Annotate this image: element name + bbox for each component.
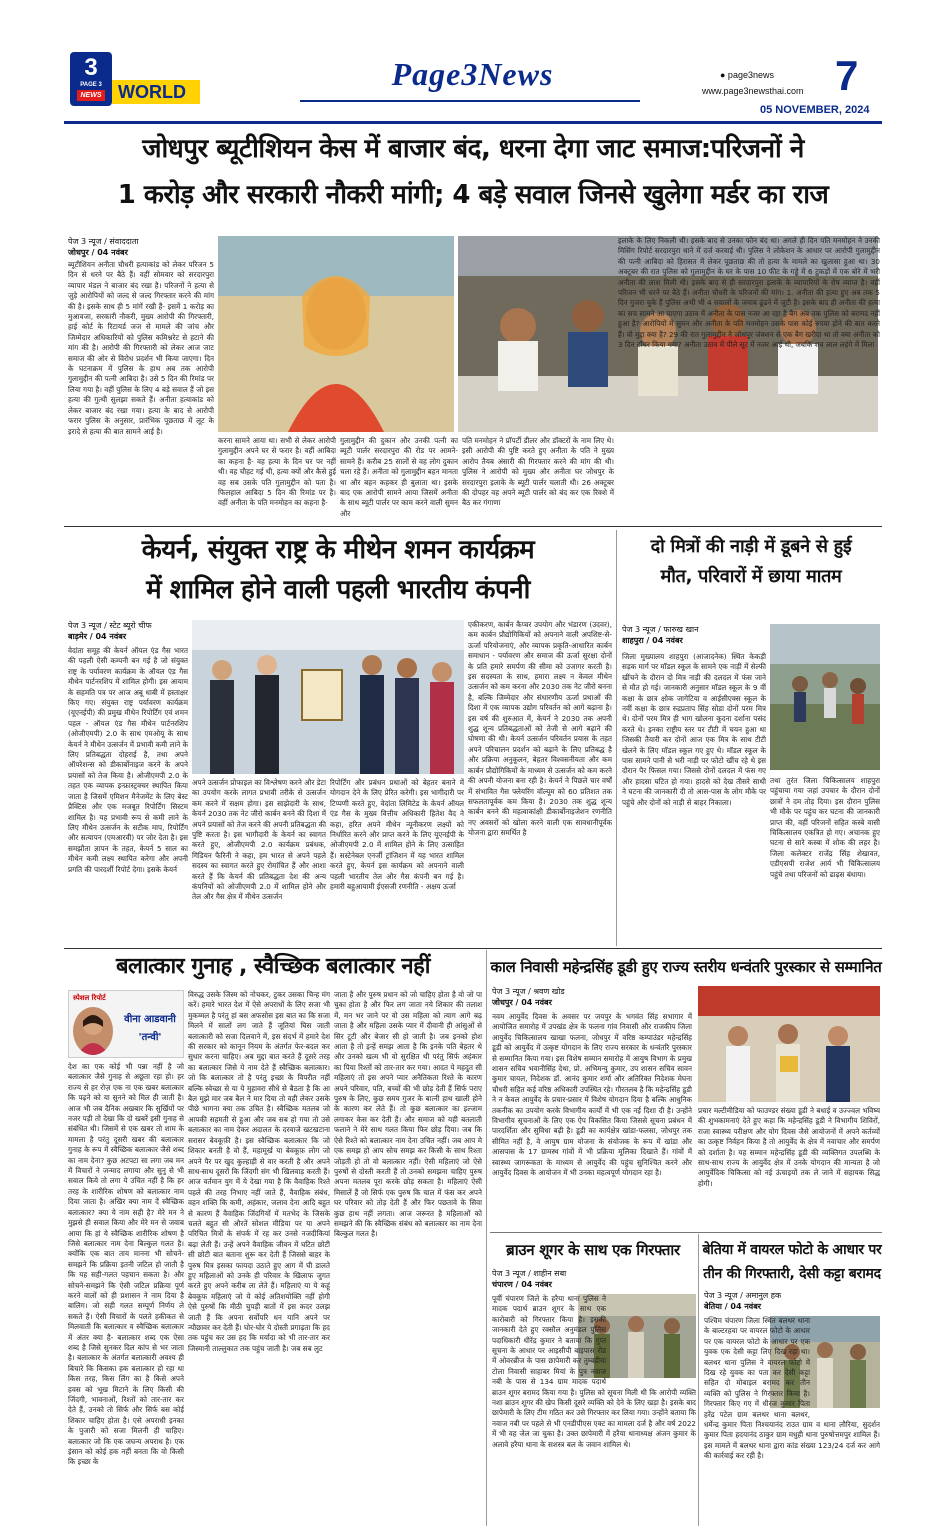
delegates-illustration [192,620,464,774]
story2-byline-place: बाड़मेर / 04 नवंबर [68,632,127,641]
author-name: वीना आडवानी [124,1014,176,1025]
logo-small-text: PAGE 3 [80,82,102,88]
story3-column-1: जिला मुख्यालय शाहपुरा (आजादनेक) स्थित केकड़ी सड़क मार्ग पर मॉडल स्कूल के सामने एक नाड़ी में सेल्फी खींचने के दौरान दो मित्र नाड़ी की दलदल में फंस जाने से मौत हो गई। जानकारी अनुसार मॉडल स्कूल के 9 वीं कक्षा के छात्र क्षोक जागेटिया व आईसीएक्स स्कूल के नवीं कक्षा के छात्र रुद्रप्रताप सिंह सोडा दोनों परम मित्र थे। दोनों परम मित्र ही भाग खोलना कूदना दर्शाना पसंद करते थे। इनका राष्ट्रीय स्तर पर टीटी में चयन हुआ था जिसकी तैयारी कर दोनों आज एक मित्र के साथ टीटी खेलने के लिए मॉडल स्कूल गए हुए थे। मॉडल स्कूल के पास सामने पानी से भरी नाड़ी पर फोटो खींच रहे थे इस दौरान पैर फिसल गया। जिससे दोनों दलदल में फंस गए और हादसा घटित हो गया। हादसे को देख तीसरे साथी ने घटना की जानकारी दी तो आस-पास के लोग मौके पर पहुंचे और दोनों को नाड़ी से बाहर निकाला। [622,652,766,807]
story5-byline [492,986,692,1008]
story5-column-2: प्रचार मल्टीमीडिया को फाउण्डर संख्या डूडी ने बधाई व उज्ज्वल भविष्य की शुभकामनाएं देते हुए कहा कि महेन्द्रसिंह डूडी ने विभागीय शिविरों, राजा स्वास्थ्य परीक्षण और योग दिवस जैसे आयोजनों में अपने कर्तव्यों का उत्कृष्ट निर्वहन किया है तो आयुर्वेद के क्षेत्र में नवाचार और समर्पण को दर्शाता है। यह सम्मान महेन्द्रसिंह डूडी की व्यक्तिगत उपलब्धि के साथ-साथ राज्य के आयुर्वेद क्षेत्र में उनके योगदान की मान्यता है जो आयुर्वेदिक चिकित्सा को नई ऊंचाइयों तक ले जाने में सहायक सिद्ध होगी। [698,1106,880,1188]
author-avatar [73,1007,113,1055]
story2-column-3: रिपोर्टिंग और प्रबंधन प्रथाओं को बेहतर बनाने में योगदान देने के लिए प्रेरित करेगी। इस भागीदारी पर टिप्पणी करते हुए, वेदांता लिमिटेड के केयर्न ऑयल एंड गैस के मुख्य वित्तीय अधिकारी हितेश वैद ने कहा, हरित अपने मीथेन न्यूनीकरण लक्ष्यों को निर्धारित करने और प्राप्त करने के लिए यूएनईपी के ओजीएमपी 2.0 में शामिल होने के लिए उत्साहित हैं। सस्टेनेबल एनर्जी ट्रांजिशन में यह भारत शामिल करते हुए, केयर्न इस कार्यक्रम को अपनाने वाली पहली भारतीय तेल और गैस कंपनी बन गई है। हमारी बहुआयामी ईएसजी रणनीति - अक्षय ऊर्जा [330,778,464,892]
story1-column-4: पति मनमोहन ने प्रॉपर्टी डीलर और डॉक्टरों के नाम लिए थे। इसी आरोपी की पुष्टि करते हुए अनीता के पति ने मुख्य आरोप तैयब अंसारी की गिरफ्तार करने की मांग की थी। पुलिस ने आरोपी को मुख्य और अनीता घर जोधपुर के सरदारपुरा इलाके के ब्यूटी पार्लर चलाती थी। 26 अक्टूबर की दोपहर वह अपने ब्यूटी पार्लर को बंद कर एक रिक्शे में बैठ कर गंगाणा [462,436,614,508]
story1-photo-portrait [218,236,454,432]
logo-number: 3 [84,54,98,81]
story4-headline[interactable]: बलात्कार गुनाह , स्वैच्छिक बलात्कार नहीं [115,954,431,979]
story3-byline-place: शाहपुरा / 04 नवंबर [622,636,683,645]
story2-photo-delegates [192,620,464,774]
story5-headline[interactable]: काल निवासी महेन्द्रसिंह डूडी हुए राज्य स्तरीय धन्वंतरि पुरस्कार से सम्मानित [490,958,882,976]
brand-underline [300,100,640,102]
divider-1 [64,526,882,527]
story3-byline [622,624,772,646]
story6-headline[interactable]: ब्राउन शूगर के साथ एक गिरफ्तार [506,1241,680,1259]
story7-headline-line1[interactable]: बेतिया में वायरल फोटो के आधार पर [702,1242,882,1258]
story7-headline-line2[interactable]: तीन की गिरफ्तारी, देसी कट्टा बरामद [703,1266,881,1282]
story7-photo-spacer [810,1316,880,1410]
story7-byline-place: बेतिया / 04 नवंबर [704,1302,762,1311]
story1-column-1: ब्यूटीशियन अनीता चौधरी हत्याकांड को लेकर परिजन 5 दिन से धरने पर बैठे हैं। वहीं सोमवार को सरदारपुरा व्यापार मंडल ने बाजार बंद रखा है। परिजनों ने हत्या से जुड़े आरोपियों को जल्द से जल्द गिरफ्तार करने की मांग की है। इसके साथ ही 5 मांगें रखी हैं- इसमें 1 करोड़ का मुआवजा, सरकारी नौकरी, मुख्य आरोपी की गिरफ्तारी, हाई कोर्ट के रिटायर्ड जज से मामले की जांच और जिम्मेदार अधिकारियों को पुलिस कमिश्नरेट से हटाने की मांग की है। आरोपी की गिरफ्तारी को लेकर आज जाट समाज की ओर से विरोध प्रदर्शन भी किया जाएगा। दिन के घटनाक्रम में पुलिस के हाथ अब तक आरोपी गुलामुद्दीन की पत्नी आबिदा है। उसे 5 दिन की रिमांड पर लिया गया है। वहीं पुलिस के लिए 4 बड़े सवाल हैं जो इस हत्या की गुत्थी सुलझा सकते हैं। अनीता हत्याकांड को लेकर बाजार बंद रखा गया। हत्या के बाद से आरोपी फरार पुलिस के अनुसार, प्रारंभिक पूछताछ में लूट के इरादे से हत्या की बात सामने आई है। [68,260,214,436]
story1-column-2: करना सामने आया था। सभी से लेकर आरोपी गुलामुद्दीन अपने घर से फरार है। वहीं आबिदा का कहना है- वह हत्या के दिन घर पर नहीं थी। वह चौहट गई थी, हत्या क्यों और कैसे हुई वह सब उसके पति गुलामुद्दीन को पता है। फिलहाल आबिदा 5 दिन की रिमांड पर है। वहीं अनीता के पति मनमोहन का कहना है- [218,436,336,508]
story1-column-5: इलाके के लिए निकली थी। इसके बाद से उनका फोन बंद था। अगले ही दिन पति मनमोहन ने उनकी मिसिंग रिपोर्ट सरदारपुरा थाने में दर्ज करवाई थी। पुलिस ने लोकेशन के आधार पर आरोपी गुलामुद्दीन की पत्नी आबिदा को हिरासत में लेकर पूछताछ की तो हत्या के मामले का खुलासा हुआ था। 30 अक्टूबर की रात पुलिस को गुलामुद्दीन के घर के पास 10 फीट के गड्ढे में 6 टुकड़ों में एक बोरे में भरी अनीता की लाश मिली थी। इसके बाद से ही सरदारपुरा इलाके के व्यापारियों के रोष व्याप्त है। वहीं परिजन भी धरने पर बैठे हैं। अनीता चौधरी के परिजनों की मांग। 1. अनीता की हत्या हुए अब तक 5 दिन गुजरा चुके हैं पुलिस अभी भी 4 सवालों के जवाब ढूंढने में जुटी है। इसके बाद ही अनीता की हत्या का सच सामने आ पाएगा उठाव में अनीता के पास नजर आ रहा है बैग अब तक पुलिस को बरामद नहीं हुआ है? आरोपियों में सुमन और अनीता के पति मनमोहन उसके पास कोई रुपया होने की बात करते हैं। वो मुद्दा क्या है? 29 की रात गुलामुद्दीन ने जोधपुर जंक्शन से एक बैग खरीदा था तो क्या अनीता को 3 दिन टॉचर किया गया? अनीता उठाव में पीले सूट में नजर आई थी, जबकि शव लाल लहंगे में मिला [618,236,880,350]
story5-photo-award [698,986,880,1102]
story1-byline-agency: पेज 3 न्यूज / संवाददाता [68,237,139,246]
page-number: 7 [835,52,859,99]
story6-body: पूर्वी चंपारण जिले के हरैया थाना पुलिस ने मादक पदार्थ ब्राउन शूगर के साथ एक कारोबारी को गिरफ्तार किया है। इसकी जानकारी देते हुए रक्सौल अनुमंडल पुलिस पदाधिकारी धीरेंद्र कुमार ने बताया कि गुप्त सूचना के आधार पर आइसीपी बाइपास रोड में ओवरब्रीज के पास छापेमारी कर तुम्बडीया टोला निवासी साहाबर मियां के पुत्र नवाज नबी के पास से 134 ग्राम मादक पदार्थ ब्राउन शूगर बरामद किया गया है। पुलिस को सूचना मिली थी कि आरोपी व्यक्ति नशा ब्राउन शूगर की खेप किसी दूसरे व्यक्ति को देने के लिए खड़ा है। इसके बाद छापेमारी के लिए टीम गठित कर उसे गिरफ्तार कर लिया गया। उन्होंने बताया कि नवाज नबी पर पहले से भी एनडीपीएस एक्ट का मामला दर्ज है और वर्ष 2022 में भी वह जेल जा चुका है। उक्त छापेमारी में हरैया थानाध्यक्ष अंजन कुमार के अलावे हरैया थाना के सशस्त्र बल के जवान शामिल थे। [492,1294,696,1449]
story5-byline-place: जोधपुर / 04 नवंबर [492,998,552,1007]
logo-news-tag: NEWS [77,90,105,101]
story3-photo-pond [770,624,880,770]
story5-byline-agency: पेज 3 न्यूज / श्रवण खोड [492,987,565,996]
story2-column-1: वेदांता समूह की केयर्न ऑयल एंड गैस भारत की पहली ऐसी कम्पनी बन गई है जो संयुक्त राष्ट्र के पर्यावरण कार्यक्रम के ऑयल एंड गैस मीथेन पार्टनरशिप में शामिल होगी। इस आयाम के सहमति पत्र पर आज अबू धाबी में हस्ताक्षर किए गए। संयुक्त राष्ट्र पर्यावरण कार्यक्रम (यूएनईपी) की प्रमुख मीथेन रिपोर्टिंग एवं शमन पहल - ऑयल एंड गैस मीथेन पार्टनरशिप (ओजीएमपी) 2.0 के साथ एमओयू के साथ केयर्न ने मीथेन उत्सर्जन में प्रभावी कमी लाने के लिए प्रतिबद्धता दोहराई है, तथा अपने ऑपरेशन्स को डीकार्बोनाइज करने के अपने प्रयासों को तेज किया है। ओजीएमपी 2.0 के तहत एक व्यापक इन्फ्रास्ट्रक्चर स्थापित किया जाता है जिसमें एमिशन मैनेजमेंट के लिए बेस्ट प्रैक्टिस और एक मजबूत रिपोर्टिंग सिस्टम शामिल है। यह प्रभावी रूप से कमी लाने के लिए मीथेन उत्सर्जन के सटीक माप, रिपोर्टिंग और सत्यापन (एमआरवी) पर जोर देता है। इस समझौता ज्ञापन के तहत, केयर्न 5 साल का मीथेन कमी लक्ष्य स्थापित करेगा और अपनी प्रगति की पारदर्शी रिपोर्ट देगा। इसके केयर्न [68,646,188,874]
author-card [68,990,184,1058]
pond-illustration [770,624,880,770]
story6-photo-spacer [606,1294,696,1380]
story3-byline-agency: पेज 3 न्यूज / फारुख खान [622,625,699,634]
special-report-label: स्पेशल रिपोर्ट [73,994,106,1002]
story2-headline-line2[interactable]: में शामिल होने वाली पहली भारतीय कंपनी [146,575,530,605]
story7-column-1 [704,1316,880,1522]
divider-2 [64,948,882,949]
masthead-divider [64,121,882,124]
story6-byline-place: चंपारण / 04 नवंबर [492,1280,552,1289]
story7-byline-agency: पेज 3 न्यूज / अमानुल हक [704,1291,782,1300]
story6-byline [492,1268,692,1290]
story1-column-3: गुलामुद्दीन की दुकान और उनकी पत्नी का ब्यूटी पार्लर सरदारपुरा की रोड पर आमने-सामने हैं। करीब 25 सालों से वह लोग दुकान चला रहे हैं। अनीता को गुलामुद्दीन बहन मानता था और बहन कहकर ही बुलाता था। इसके बाद एक आरोपी सामने आया जिसमें अनीता के साथ ब्यूटी पार्लर पर काम करने वाली सुमन और [340,436,458,518]
story3-column-2: तथा तुरंत जिला चिकित्सालय शाहपुरा पहुंचाया गया जहां उपचार के दौरान दोनों छात्रों ने दम तोड़ दिया। इस दौरान पुलिस भी मौके पर पहुंच कर घटना की जानकारी प्राप्त की, वहीं परिजनों सहित कस्बे वासी चिकित्सालय एकत्रित हो गए। अचानक हुए घटना से सारे कस्बा में शोक की लहर है। जिला कलेक्टर राजेंद्र सिंह शेखावत, एडीएसपी राजेश आर्य भी चिकित्सालय पहुंचे तथा परिजनों को ढाढ़स बंधाया। [770,776,880,879]
story1-byline-place: जोधपुर / 04 नवंबर [68,248,128,257]
story2-column-2: अपने उत्सर्जन प्रोफाइल का विश्लेषण करने और डेटा का उपयोग करके लागत प्रभावी तरीके से उत्सर्जन कम करने में सक्षम होगा। इस साझेदारी के साथ, केयर्न 2030 तक नेट जीरो कार्बन बनने की दिशा में अपने प्रयासों को तेज करने की अपनी प्रतिबद्धता की पुष्टि करता है। इस भागीदारी के केयर्न का स्वागत करते हुए, ओजीएमपी 2.0 कार्यक्रम प्रबंधक, गिडियन फैरिनी ने कहा, हम भारत से अपने पहले सदस्य का स्वागत करते हुए रोमांचित हैं और आशा करते हैं कि केयर्न की प्रतिबद्धता देश की अन्य कंपनियों को ओजीएमपी 2.0 में शामिल होने और तेल और गैस क्षेत्र में मीथेन उत्सर्जन [192,778,326,902]
story7-byline [704,1290,880,1312]
story1-headline-line2[interactable]: 1 करोड़ और सरकारी नौकरी मांगी; 4 बड़े सवाल जिनसे खुलेगा मर्डर का राज [117,180,829,210]
story4-column-1: देश का एक कोई भी पन्ना नहीं है जो बलात्कार जैसे गुनाह से अछूता रहा हो। हर राज्य से हर रोज़ एक ना एक खबर बलात्कार कि पढ़ने को या सुनने को मिल ही जाती है। आज भी जब दैनिक अखबार कि सुर्खियों पर नजर पड़ी तो देखा कि दो खबरें इसी गुनाह से संबंधित थी। जिसमें से एक खबर तो शाम के मामला है परंतु दूसरी खबर की बलात्कार गुनाह के रूप में स्वैच्छिक बलात्कार जैसे शब्द का नाम देना? कुछ अटपटा सा लगा जब मन में विचारों ने जन्माद लगाया और सुनु से भी सवाल किये तो लगा ये उचित नहीं है कि हर तरह के शारीरिक शोषण को बलात्कार नाम दिया जाता है। अखिर क्या नाम दें स्वैच्छिक बलात्कार? क्या ये नाम सही है? मेरे मन ने मुझसे ही सवाल किया और मेरे मन से जवाब आया कि हां ये स्वैच्छिक शारीरिक शोषण है जिसे बलात्कार नाम देना बिल्कुल गलत है। क्योंकि एक बात ताय मानना भी सोचने-समझने कि प्रक्रिया इतनी जटिल हो जाती है कि यह सही-गलत पहचान सकता है। और सोचने-समझने कि ऐसी जटिल प्रक्रिया पूर्ण करने वालों को ही प्रशासन ने नाम दिया है बालिग। जो सही गलत सम्पूर्ण निर्णय ले सकते हैं। ऐसी विचारों के पलते हकीकत से मिलवाती कि बलात्कार व स्वैच्छिक बलात्कार में अंतर क्या है- बलात्कार शब्द एक ऐसा शब्द है जिसे सुनकर दिल कांप से भर जाता है। बलात्कार के अंतर्गत बलात्कारी अवश्य ही बिचारे कि किसका हक बलात्कार हो रहा था किस तरह, किस लिंग का है किसे अपने हवस को भूख मिटाने के लिए किसी की जिंदगी, भावनाओं, रिश्तों को तार-तार कर देते हैं, उनको तो सिर्फ और सिर्फ बस कोई शिकार चाहिए होता है। एसे अपराधी इनका के पुजारी को सजा मिलनी ही चाहिए। बलात्कार जो कि एक जघन्य अपराध है। एक इंसान को कोई हक नहीं बनता कि वो किसी कि इच्छा के [68,1062,184,1467]
issue-date: 05 NOVEMBER, 2024 [760,104,870,116]
page3-logo[interactable] [70,52,112,106]
divider-v-2 [486,950,487,1526]
author-alias: 'तन्वी' [138,1032,162,1043]
website-link[interactable]: www.page3newsthai.com [702,86,804,96]
award-illustration [698,986,880,1102]
masthead [0,0,945,122]
story1-headline-line1[interactable]: जोधपुर ब्यूटीशियन केस में बाजार बंद, धरना देगा जाट समाज:परिजनों ने [142,134,804,164]
story4-column-3: जाता है और पुरुष प्रधान को जो चाहिए होता है वो जो पा चुका होता है और फिर लग जाता नये शिकार की तलाश में, मन भर जाने पर वो उस महिला को त्याग आगे बढ़ जाता है और महिला उसके प्यार में दीवानी ही आंसुओं से सिर टूटी और बेजार सी हो जाती है। जब इनको होश आता है तो इन्हें समझ आता है कि इनके पति बेहतर थे और उनको खत्म भी वो सुरक्षित थी परंतु सिर्फ अहंकार का पिया रिश्तों को तार-तार कर गया। आदत ये महदुत सी महिलाएं तो इस अपने प्यार अनैतिकता रिश्ते के कारण अपने परिवार, पति, बच्चों की भी छोड़ देती हैं सिर्फ पराए पुरुष के लिए, कुछ समय गुजर के बात्नी हाथ खाली होने के कारण कर लेते हैं। तो कुछ बलात्कार का इल्जाम लगाकर केस कर देती हैं। और समाज को यही बतलाती फलाने ने मेरे साथ गलत किया फिर छोड़ दिया। जब कि ऐसे रिश्ते को बलात्कार नाम देना उचित नहीं। जब आप मे एक समझ हो आप सोच समझ कर किसी के साथ रिश्ता जोड़ती हो तो वो बलात्कार नहीं। ऐसी महिलाएं जो ऐसे पुरुषों से दोस्ती करती हैं तो उनको समझना चाहिए पुरुष अपना मतलब पूरा करके छोड़ सकता है। महिलाएं ऐसी मिसालें हैं जो सिर्फ एक पुरुष कि चाल में फंस कर अपने घर परिवार को तोड़ देती हैं और फिर पछतावे के सिवा कुछ हाथ नहीं लगता। आज जरूरत है महिलाओं को समझने की कि स्वैच्छिक संबंध को बलात्कार का नाम देना बिल्कुल गलत है। [334,990,482,1239]
story7-body: पश्चिम चंपारण जिला स्थित बलथर थाना के बाल्टरहवा पर वायरल फोटो के आधार पर एक वायरल फोटो के आधार पर एक युवक एक देसी कट्टा लिए दिख रहा था। बलथर थाना पुलिस ने वायरल फोटो में दिख रहे युवक का पता कर देसी कट्टा सहित दो मोबाइल बरामद कर तीन व्यक्ति को पुलिस ने गिरफ्तार किया है। गिरफ्तार किए गए में धीरज कुमार पिता हरेंद्र पटेल ग्राम बलथर थाना बलथर, धर्मेन्द्र कुमार पिता निश्चयानंद राउत ग्राम व थाना लौरिया, सुदर्शन कुमार पिता हदयानंद ठाकुर ग्राम मधुही थाना पुरुषोत्तमपुर शामिल हैं। इस मामले में बलथर थाना द्वारा कांड संख्या 123/24 दर्ज कर आगे की कार्रवाई कर रही है। [704,1316,880,1461]
story6-column-1 [492,1294,696,1522]
brand-wordmark[interactable]: Page3News [391,56,554,92]
story1-byline [68,236,218,258]
social-handle[interactable]: ● page3news [720,70,774,80]
story2-column-4: एकीकरण, कार्बन कैप्चर उपयोग और भंडारण (उदवर), कम कार्बन प्रौद्योगिकियों को अपनाने वाली अपशिष्ट-से-ऊर्जा परियोजनाएं, और व्यापक प्रकृति-आधारित कार्बन समाधान - पर्यावरण और समाज की ऊर्जा सुरक्षा दोनों के प्रति हमारे समर्पण की सीमा को उजागर करती है। इस सदस्यता के साथ, हमारा लक्ष्य न केवल मीथेन उत्सर्जन को कम करना और 2030 तक नेट जीरो बनना है, बल्कि जिम्मेदार और संधारणीय ऊर्जा प्रथाओं की दिशा में एक व्यापक उद्योग परिवर्तन को आगे बढ़ाना है। इस वर्ष की शुरुआत में, केयर्न ने 2030 तक अपनी शुद्ध शून्य प्रतिबद्धताओं को तेजी से आगे बढ़ाने की घोषणा की थी। केयर्न उत्सर्जन परिवर्तन प्रयास के तहत अपने परिचालन प्रदर्शन को बढ़ाने के लिए प्रतिबद्ध है और प्रक्रिया अनुकूलन, बेहतर विश्वसनीयता और कम कार्बन प्रौद्योगिकियों के माध्यम से उत्सर्जन को कम करने की अपनी योजना बना रही है। केयर्न ने पिछले चार वर्षों में संभावित गैस फ्लेयरिंग वॉल्यूम को 60 प्रतिशत तक सफलतापूर्वक कम किया है। 2030 तक शुद्ध शून्य कार्बन बनने की महत्वाकांक्षी डीकार्बोनाइजेशन रणनीति नए अवसरों को खोला करने वाली एक सावधानीपूर्वक योजना द्वारा समर्थित है [468,620,612,838]
section-tag: WORLD [112,80,200,104]
divider-v-1 [616,530,617,946]
story3-headline-line2[interactable]: मौत, परिवारों में छाया मातम [660,566,842,587]
story5-column-1: नवम आयुर्वेद दिवस के अवसर पर जयपुर के भगवंत सिंह सभागार में आयोजित समारोह में उपखंड क्षेत्र के फलना गांव निवासी और राजकीय जिला आयुर्वेद चिकित्सालय खाखा फलना, जोधपुर में वरिष्ठ कम्पाउंडर महेन्द्रसिंह डूडी को आयुर्वेद में उत्कृष्ट योगदान के लिए राज्य सरकार के धन्वंतरि पुरस्कार से सम्मानित किया गया। इस विशेष सम्मान समारोह में आयुष विभाग के प्रमुख शासन सचिव भवानीसिंह देथा, प्रो. अभिमन्यु कुमार, उप शासन सचिव सावन कुमार चायल, निदेशक डॉ. आनंद कुमार शर्मा और अतिरिक्त निदेशक मेघना चौधरी सहित कई वरिष्ठ अधिकारी उपस्थित रहे। गौरतलब है कि महेन्द्रसिंह डूडी ने न केवल आयुर्वेद के प्रचार-प्रसार में विशेष योगदान दिया है बल्कि आधुनिक तकनीक का उपयोग करके विभागीय कार्यों में भी एक नई दिशा दी है। उन्होंने विभागीय सूचनाओं के लिए एक ऐप विकसित किया जिससे सूचना प्रबंधन में पारदर्शिता और सुविधा बढ़ी है। डूडी का कार्यक्षेत्र खांडा-फलसा, जोधपुर तक सीमित नहीं है, वे आयुष ग्राम योजना के संयोजक के रूप में खांडा और आसपास के 17 ग्रामस्थ गांवों में भी प्रक्रिया मूलिका दिखाते हैं। गांवों में स्वास्थ्य जागरूकता के माध्यम से आयुर्वेद की पहुंच सुनिश्चित करने और आयुर्वेद दिवस के आयोजन में भी उनका महत्वपूर्ण योगदान रहा है। [492,1012,692,1178]
portrait-illustration [218,236,454,432]
story2-headline-line1[interactable]: केयर्न, संयुक्त राष्ट्र के मीथेन शमन कार्यक्रम [141,535,535,565]
story6-byline-agency: पेज 3 न्यूज / शाहीन सबा [492,1269,567,1278]
story2-byline-agency: पेज 3 न्यूज / स्टेट ब्यूरो चीफ [68,621,152,630]
author-avatar-icon [73,1007,113,1055]
divider-v-3 [698,1234,699,1526]
divider-3 [490,1232,882,1233]
story4-column-2: विरुद्ध उसके जिस्म को नोचकर, टुकर उसका चिन्ह मंग करें। हमारे भारत देश में ऐसे अपराधों के लिए सजा भी मुकम्मल है परंतु हां बस अफसोस इस बात का कि सजा मिलने में सालों लग जाते हैं जूतियां घिस जाती बलात्कारी को सजा दिलवाने में, इस संदर्भ में हमारे देश की सरकार को कानून नियम के अंतर्गत फेर-बदल कर सुधार करना चाहिए। अब मुद्दा बात करते हैं दूसरे तरह का बलात्कार जिसे ये नाम देते हैं स्वैच्छिक बलात्कार। जो कि बलात्कार तो है परंतु इच्छा के विपरीत नहीं बल्कि स्वेच्छा से या ये मुहावरा सीधे से बैठता है कि आ बैल मुझे मार जब बैल ने मार दिया तो वही लेकर उसके पीछे भागना क्या तक उचित है। स्वैच्छिक मतलब जो आपकी सहमती से हुआ और जब सब हो गया तो उसे बलात्कार का नाम देकर अदालत के दरवाजे खटखटाना सरासर बेवकूफ़ी है। इस स्वैच्छिक बलात्कार कि जो शिकार बनती है वो हैं, महामूर्ख या बेवकूफ़ लोग जो अपने पैर पर खुद कुल्हाड़ी से वार करती है और अपने साथ-साथ दूसरों कि जिंदगी संग भी खिलवाड़ करती हैं। आज वर्तमान युग में ये देखा गया है कि वैवाहिक रिश्ते पहले की तरह निभाए नहीं जाते हैं, वैवाहिक संबंध, वहन शक्ति कि कमी, अहंकार, जलाव देना आदि बहुत से कारण हैं वैवाहिक जिंदगियों में मतभेद के जिसके चलते बहुत सी औरतें सोशल मीडिया पर या अपने परिचित मित्रों के संपर्क में रह कर उनसे नजदीकियां बढ़ा लेती हैं। उन्हें अपने वैवाहिक जीवन में घटित छोटी सी छोटी बात बताना शुरू कर देती हैं जिससे बाहर के पुरुष मित्र इसका फायदा उठाते हुए आग में घी डालते हुए महिलाओं को उनके ही परिवार के खिलाफ जुगत करते हुए अपने करीब ला लेते हैं। महिलाएं या ये कहूं बेवकूफ महिलाएं जो ये कोई अतिशयोक्ति नहीं होगी ऐसे पुरुषों कि मीठी चुपड़ी बातों में इस कदर उलझ जाती हैं कि अपना सर्वोपरि धन यानि अपने पर न्यौछावर कर देती हैं। घोर-घोर ये दोस्ती प्रगाढ़ता कि हद तक पहुंच कर उस हद कि मर्यादा को भी तार-तार कर जिस्मानी ताल्लुकात तक पहुंच जाती है। जब सब लुट [188,990,330,1353]
story3-headline-line1[interactable]: दो मित्रों की नाड़ी में डूबने से हुई [650,536,852,557]
